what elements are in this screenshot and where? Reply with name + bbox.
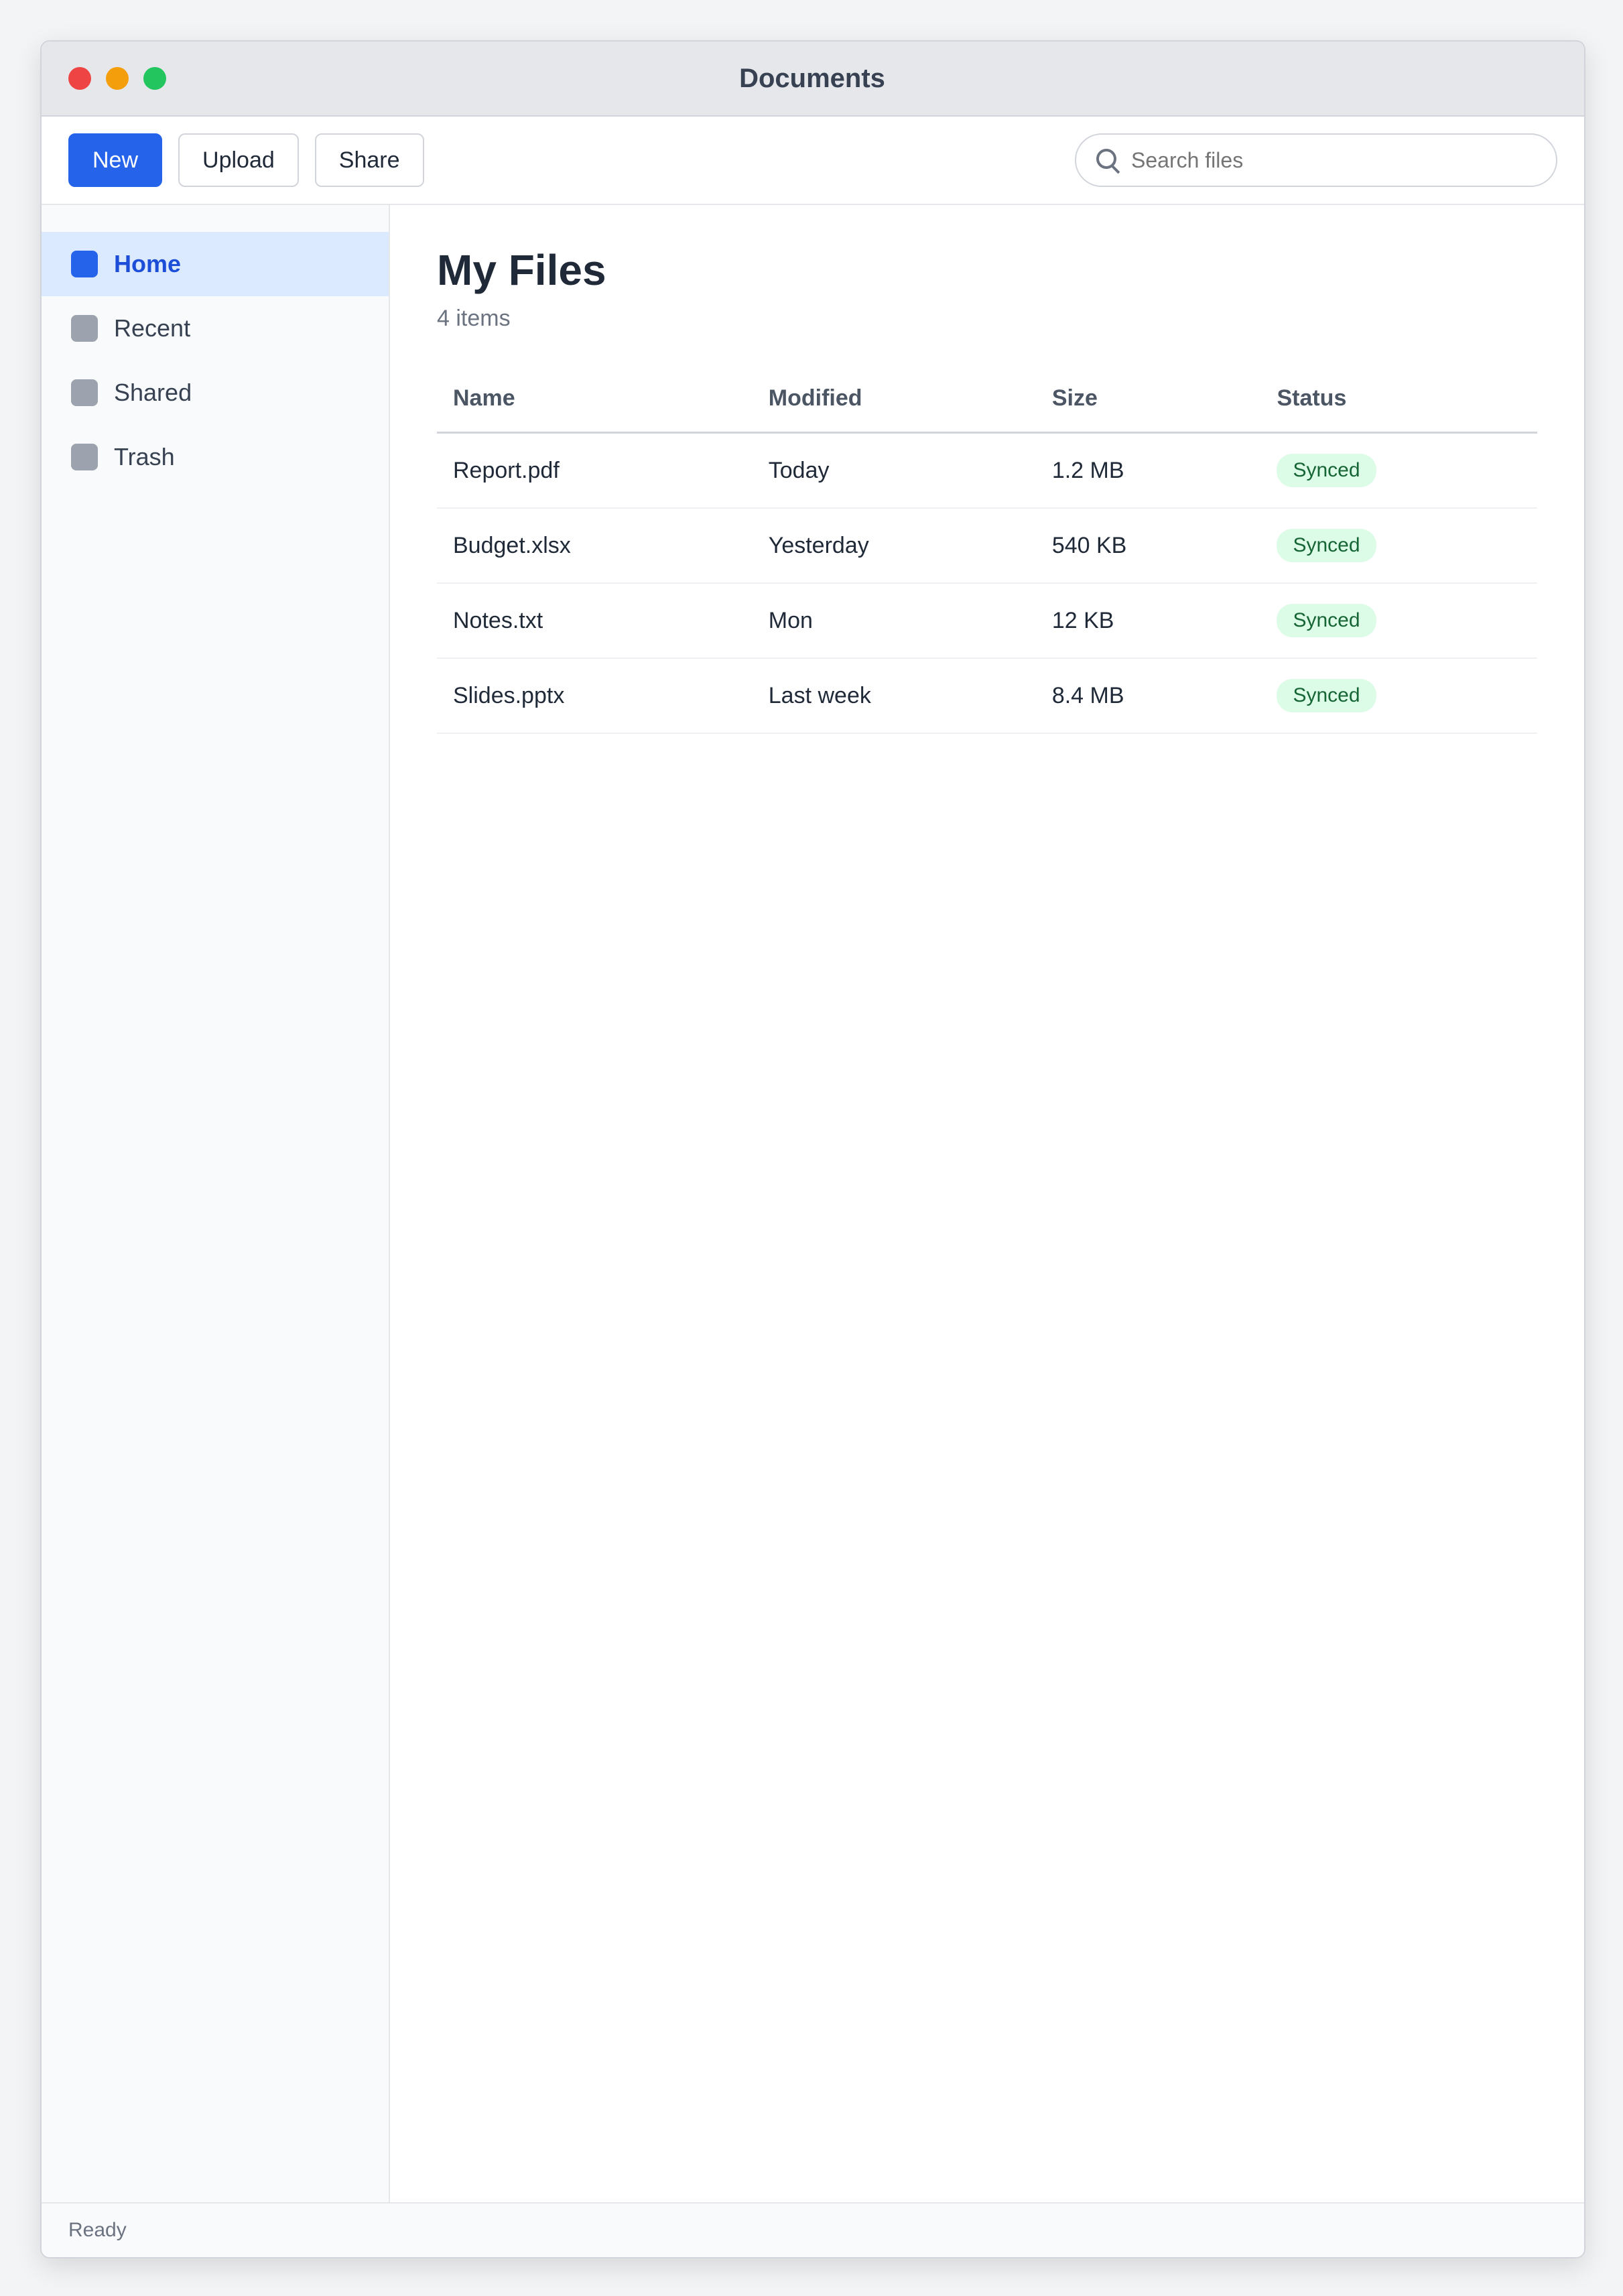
file-modified: Today bbox=[753, 433, 1036, 509]
table-row[interactable] bbox=[437, 433, 1537, 509]
window-title: Documents bbox=[739, 63, 885, 93]
search-box[interactable] bbox=[1075, 133, 1557, 187]
home-icon bbox=[71, 251, 98, 277]
file-name: Slides.pptx bbox=[437, 658, 753, 733]
file-size: 540 KB bbox=[1036, 508, 1261, 583]
column-header[interactable]: Status bbox=[1260, 365, 1537, 433]
column-header[interactable]: Name bbox=[437, 365, 753, 433]
file-modified: Last week bbox=[753, 658, 1036, 733]
status-badge: Synced bbox=[1277, 529, 1376, 562]
trash-icon bbox=[71, 444, 98, 470]
status-cell bbox=[1260, 583, 1537, 658]
status-bar bbox=[42, 2202, 1584, 2257]
app-window bbox=[40, 40, 1585, 2258]
file-name: Budget.xlsx bbox=[437, 508, 753, 583]
status-badge: Synced bbox=[1277, 604, 1376, 637]
file-size: 12 KB bbox=[1036, 583, 1261, 658]
table-row[interactable] bbox=[437, 583, 1537, 658]
sidebar-item-label: Recent bbox=[114, 314, 191, 342]
sidebar bbox=[42, 205, 390, 2202]
content-area bbox=[42, 205, 1584, 2202]
title-bar bbox=[42, 42, 1584, 117]
file-modified: Mon bbox=[753, 583, 1036, 658]
sidebar-item-label: Trash bbox=[114, 443, 175, 470]
table-row[interactable] bbox=[437, 508, 1537, 583]
clock-icon bbox=[71, 315, 98, 342]
status-cell bbox=[1260, 433, 1537, 509]
page-title: My Files bbox=[437, 246, 606, 294]
file-name: Report.pdf bbox=[437, 433, 753, 509]
sidebar-item-home[interactable] bbox=[42, 232, 389, 296]
file-name: Notes.txt bbox=[437, 583, 753, 658]
file-table bbox=[437, 365, 1537, 734]
search-input[interactable] bbox=[1130, 147, 1536, 174]
close-icon[interactable] bbox=[68, 67, 91, 90]
main-panel bbox=[390, 205, 1584, 2202]
table-row[interactable] bbox=[437, 658, 1537, 733]
status-cell bbox=[1260, 508, 1537, 583]
file-modified: Yesterday bbox=[753, 508, 1036, 583]
minimize-icon[interactable] bbox=[106, 67, 129, 90]
column-header[interactable]: Modified bbox=[753, 365, 1036, 433]
people-icon bbox=[71, 379, 98, 406]
sidebar-item-shared[interactable] bbox=[42, 361, 389, 425]
sidebar-item-recent[interactable] bbox=[42, 296, 389, 361]
share-button[interactable]: Share bbox=[315, 133, 424, 187]
status-badge: Synced bbox=[1277, 679, 1376, 712]
file-size: 1.2 MB bbox=[1036, 433, 1261, 509]
sidebar-item-label: Shared bbox=[114, 379, 192, 406]
item-count: 4 items bbox=[437, 306, 511, 331]
column-header[interactable]: Size bbox=[1036, 365, 1261, 433]
sidebar-item-label: Home bbox=[114, 250, 182, 277]
status-text: Ready bbox=[68, 2219, 127, 2241]
status-badge: Synced bbox=[1277, 454, 1376, 487]
table-header bbox=[437, 365, 1537, 433]
file-size: 8.4 MB bbox=[1036, 658, 1261, 733]
maximize-icon[interactable] bbox=[143, 67, 166, 90]
toolbar bbox=[42, 117, 1584, 205]
sidebar-item-trash[interactable] bbox=[42, 425, 389, 489]
status-cell bbox=[1260, 658, 1537, 733]
new-button[interactable]: New bbox=[68, 133, 162, 187]
upload-button[interactable]: Upload bbox=[178, 133, 299, 187]
search-icon bbox=[1096, 149, 1119, 172]
